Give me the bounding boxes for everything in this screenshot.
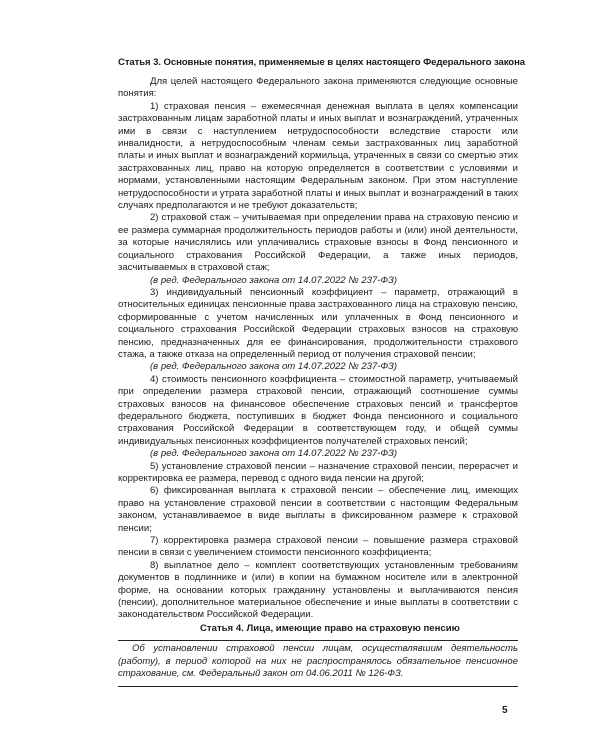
article-4-note [118, 643, 518, 681]
item-2: 2) страховой стаж – учитываемая при определении права на страховую пенсию и ее размера суммарная продолжительность периодов работы и (или) иной деятельности, за которые начислялись или уплачивались страховые взносы в Фонд пенсионного и социального страхования Российской Федерации, а также иных периодов, засчитываемых в страховой стаж; [118, 212, 518, 274]
article-3-intro: Для целей настоящего Федерального закона применяются следующие основные понятия: [118, 76, 518, 100]
page-number: 5 [502, 705, 508, 716]
article-3-title: Статья 3. Основные понятия, применяемые в целях настоящего Федерального закона [118, 57, 525, 68]
note-top-rule [118, 640, 518, 641]
item-3: 3) индивидуальный пенсионный коэффициент – параметр, отражающий в относительных единицах пенсионные права застрахованного лица на страховую пенсию, сформированные с учетом начисленных или уплаченных в Фонд пенсионного и социального страхования Российской Федерации страховых взносов на страховую пенсию, предназначенных для ее финансирования, продолжительности страхового стажа, а также отказа на определенный период от получения страховой пенсии; [118, 286, 518, 360]
item-4-edit-note: (в ред. Федерального закона от 14.07.2022 № 237-ФЗ) [150, 448, 398, 460]
item-6: 6) фиксированная выплата к страховой пенсии – обеспечение лиц, имеющих право на установление страховой пенсии в соответствии с настоящим Федеральным законом, устанавливаемое в виде выплаты в фиксированном размере к страховой пенсии; [118, 485, 518, 534]
item-2-edit-note: (в ред. Федерального закона от 14.07.2022 № 237-ФЗ) [150, 274, 398, 286]
article-4-note-text: Об установлении страховой пенсии лицам, осуществлявшим деятельность (работу), в период которой на них не распространялось обязательное пенсионное страхование, см. Федеральный закон от 04.06.2011 № 126-ФЗ. [118, 643, 518, 680]
item-1: 1) страховая пенсия – ежемесячная денежная выплата в целях компенсации застрахованным лицам заработной платы и иных выплат и вознаграждений, утраченных ими в связи с наступлением нетрудоспособности вследствие старости или инвалидности, а нетрудоспособным членам семьи застрахованных лиц заработной платы и иных выплат и вознаграждений кормильца, утраченных в связи со смертью этих застрахованных лиц, право на которую определяется в соответствии с условиями и нормами, установленными настоящим Федеральным законом. При этом наступление нетрудоспособности и утрата заработной платы и иных выплат и вознаграждений в таких случаях предполагаются и не требуют доказательств; [118, 100, 518, 212]
item-4: 4) стоимость пенсионного коэффициента – стоимостной параметр, учитываемый при определении размера страховой пенсии, отражающий соотношение суммы страховых взносов на финансовое обеспечение страховых пенсий и трансфертов федерального бюджета, поступивших в бюджет Фонда пенсионного и социального страхования Российской Федерации в соответствующем году, и общей суммы индивидуальных пенсионных коэффициентов получателей страховых пенсий; [118, 373, 518, 447]
note-bottom-rule [118, 686, 518, 687]
article-4-title: Статья 4. Лица, имеющие право на страховую пенсию [200, 623, 460, 634]
item-5: 5) установление страховой пенсии – назначение страховой пенсии, перерасчет и корректировка ее размера, перевод с одного вида пенсии на другой; [118, 460, 518, 484]
article-3-body [118, 76, 518, 622]
item-8: 8) выплатное дело – комплект соответствующих установленным требованиям документов в подлиннике и (или) в копии на бумажном носителе или в электронной форме, на основании которых гражданину установлены и выплачиваются пенсия (пенсии), дополнительное материальное обеспечение и иные выплаты в соответствии с законодательством Российской Федерации. [118, 559, 518, 621]
item-3-edit-note: (в ред. Федерального закона от 14.07.2022 № 237-ФЗ) [150, 361, 398, 373]
item-7: 7) корректировка размера страховой пенсии – повышение размера страховой пенсии в связи с увеличением стоимости пенсионного коэффициента; [118, 535, 518, 559]
